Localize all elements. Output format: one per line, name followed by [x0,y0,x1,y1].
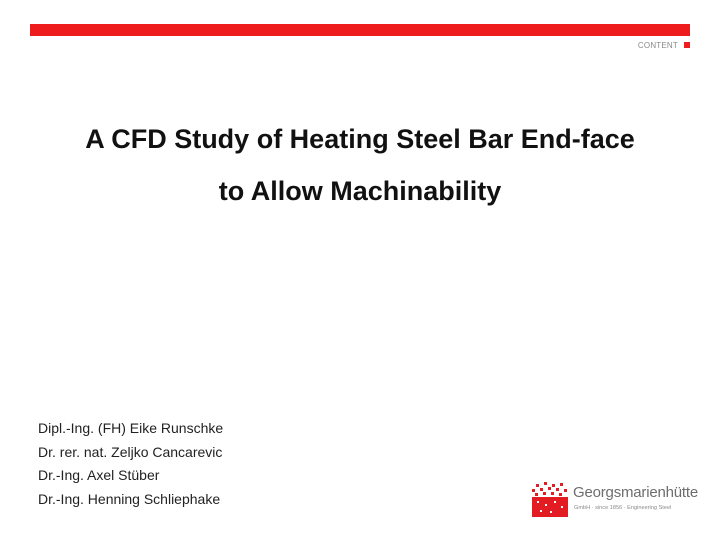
author-item: Dr.-Ing. Axel Stüber [38,467,160,483]
title-line-1: A CFD Study of Heating Steel Bar End-face [85,124,635,154]
author-item: Dipl.-Ing. (FH) Eike Runschke [38,420,224,436]
company-logo [530,482,700,522]
author-list [38,417,223,511]
sparks-logo-icon [530,482,570,518]
slide-title [20,113,700,217]
top-accent-bar [30,24,690,36]
author-item: Dr. rer. nat. Zeljko Cancarevic [38,443,223,460]
logo-name: Georgsmarienhütte [573,484,699,501]
author-item: Dr.-Ing. Henning Schliephake [38,490,221,507]
section-label: CONTENT [637,41,678,50]
title-line-2: to Allow Machinability [218,176,502,206]
section-marker-square [684,42,690,48]
logo-tagline: GmbH · since 1856 · Engineering Steel [574,505,672,511]
